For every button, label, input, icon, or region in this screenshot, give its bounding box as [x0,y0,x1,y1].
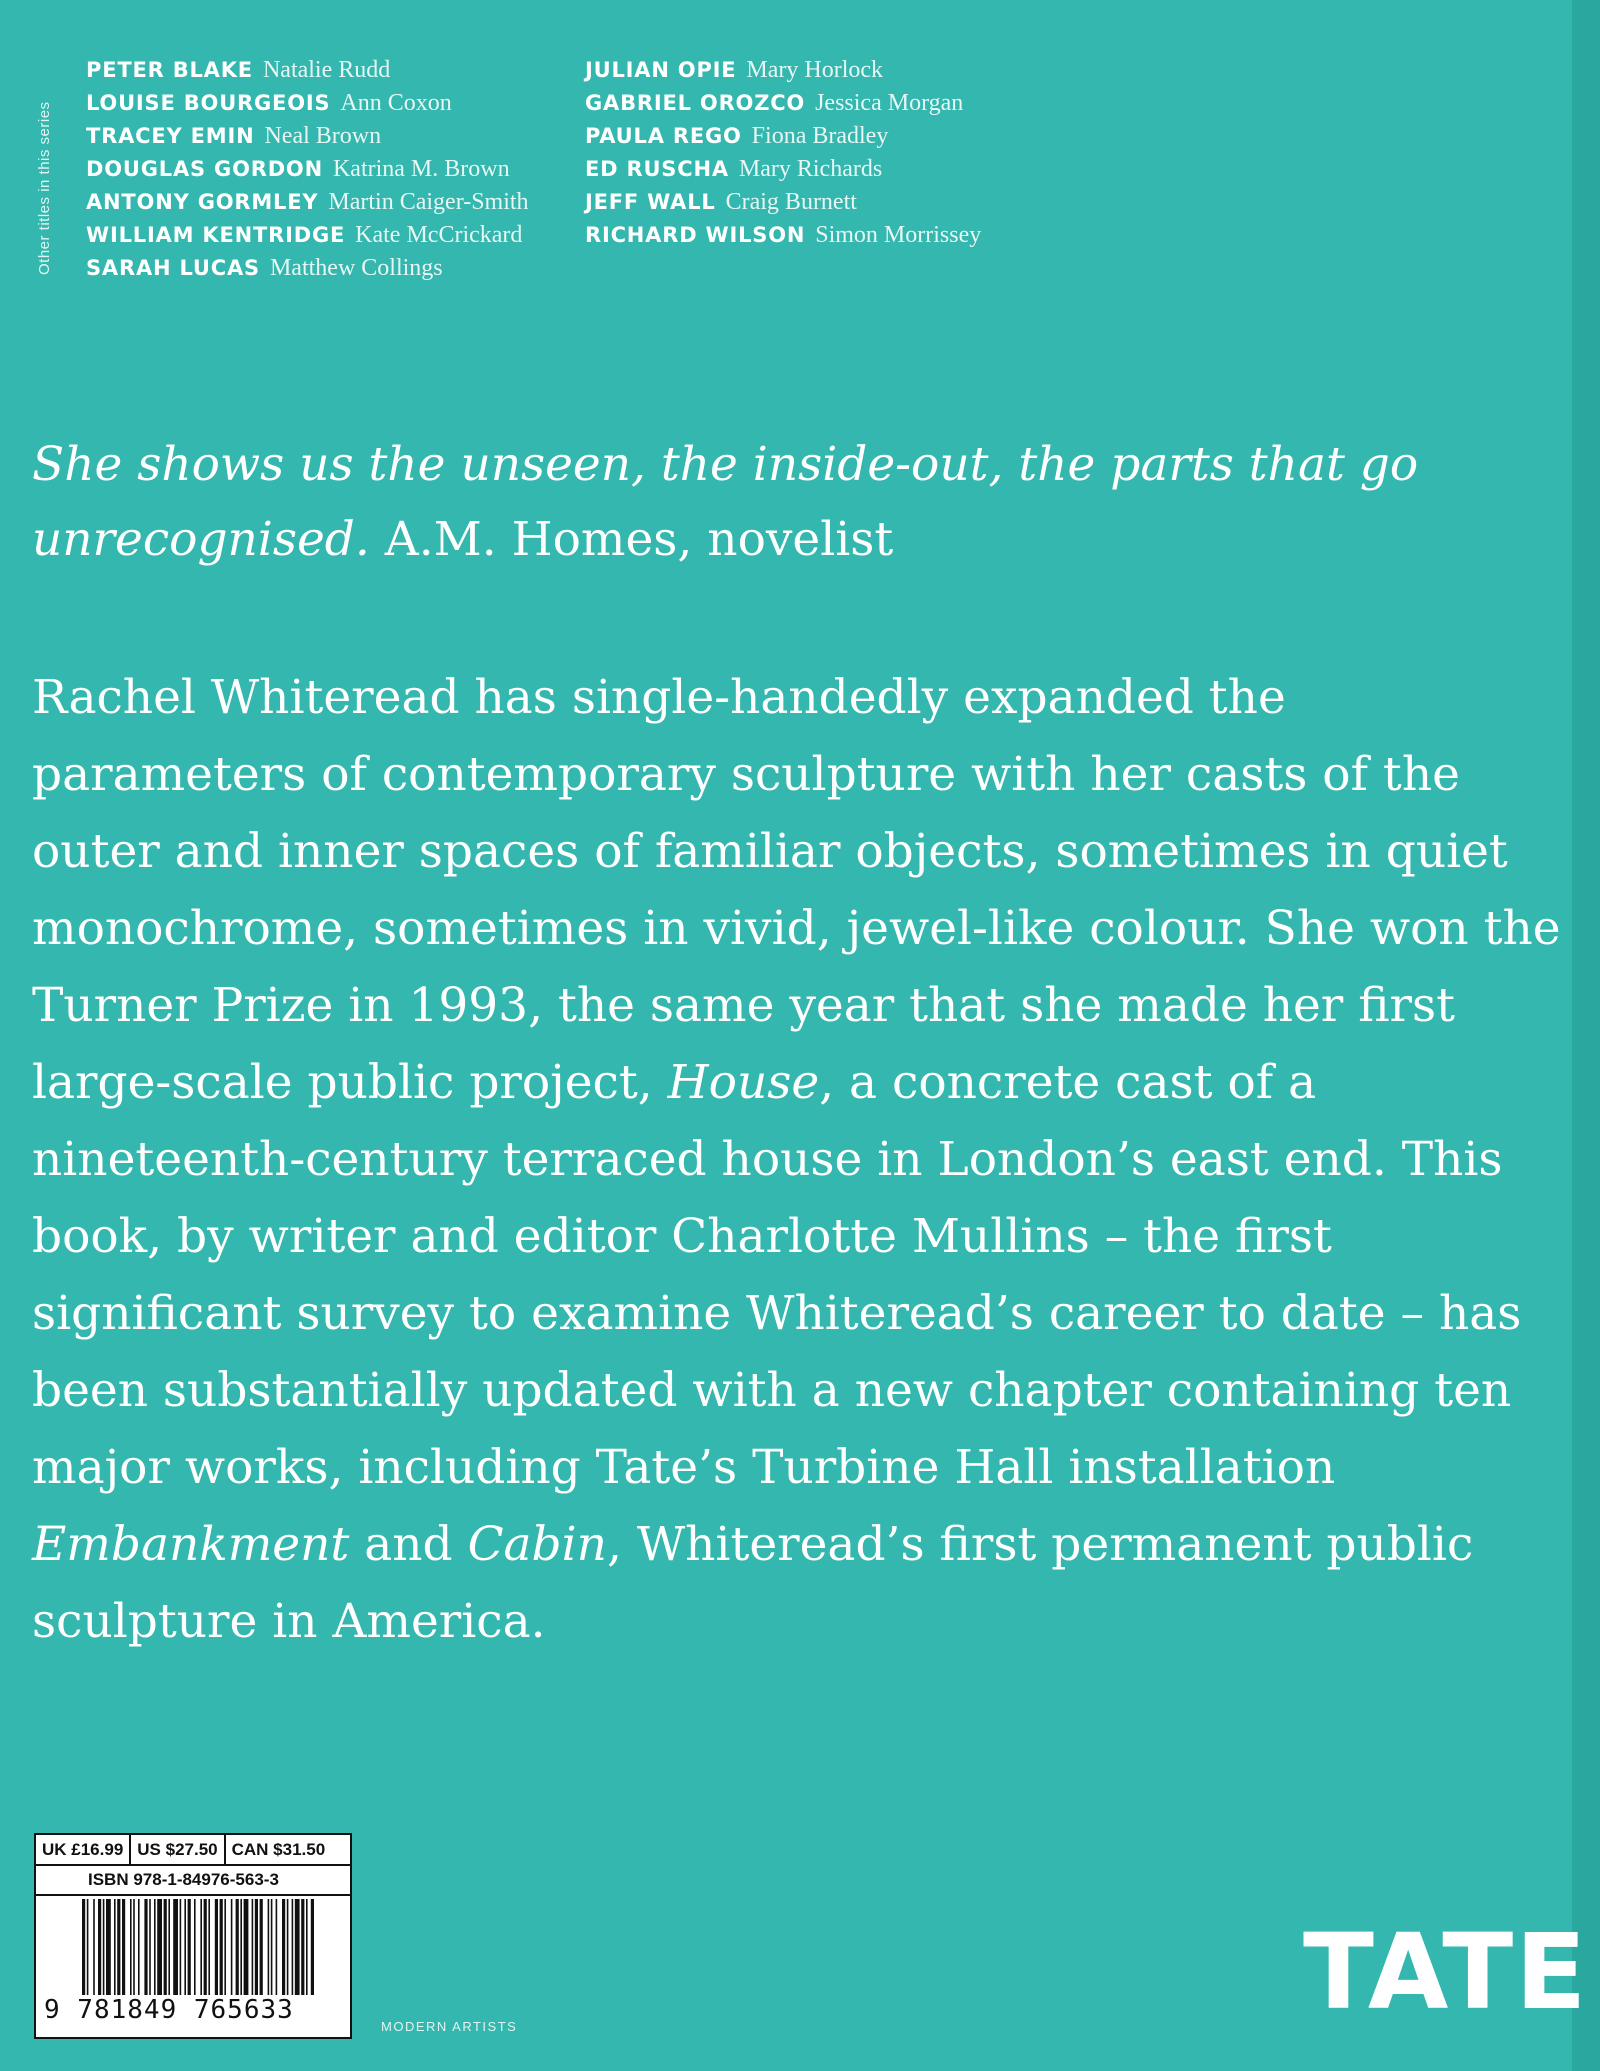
series-name: MODERN ARTISTS [381,2019,518,2034]
list-item [585,120,981,153]
isbn: ISBN 978-1-84976-563-3 [36,1866,350,1896]
list-item [86,54,529,87]
author-name: Martin Caiger-Smith [328,189,529,215]
work-title: Cabin [467,1517,607,1572]
price-us: US $27.50 [131,1835,225,1864]
author-name: Mary Horlock [746,57,884,83]
author-name: Simon Morrissey [815,222,982,248]
pull-quote [32,427,1532,577]
list-item [86,120,529,153]
list-item [585,153,981,186]
artist-name: GABRIEL OROZCO [585,91,806,115]
work-title: House [667,1055,820,1110]
artist-name: ANTONY GORMLEY [86,190,319,214]
price-row [36,1835,350,1866]
tate-logo: TATE [1303,1911,1589,2033]
book-description [32,659,1572,1660]
list-item [585,219,981,252]
artist-name: TRACEY EMIN [86,124,255,148]
list-item [585,186,981,219]
page-edge [1572,0,1600,2071]
author-name: Jessica Morgan [815,90,964,116]
barcode-digits: 9 781849 765633 [44,1995,294,2025]
list-item [86,153,529,186]
artist-name: DOUGLAS GORDON [86,157,323,181]
blurb-part: , Whiteread’s first permanent public sculpture in America. [32,1517,1474,1649]
list-item [86,219,529,252]
series-list-right [585,54,981,252]
quote-text: She shows us the unseen, the inside-out, the parts that go unrecognised. [32,437,1419,567]
work-title: Embankment [32,1517,350,1572]
blurb-part: and [364,1517,453,1572]
list-item [86,87,529,120]
author-name: Natalie Rudd [262,57,391,83]
artist-name: JULIAN OPIE [585,58,737,82]
series-label: Other titles in this series [36,101,53,275]
author-name: Mary Richards [738,156,883,182]
quote-attribution: A.M. Homes, novelist [384,512,894,567]
author-name: Matthew Collings [269,255,443,281]
list-item [585,87,981,120]
author-name: Neal Brown [264,123,382,149]
price-uk: UK £16.99 [36,1835,131,1864]
author-name: Kate McCrickard [355,222,523,248]
barcode-icon [82,1899,314,1995]
artist-name: WILLIAM KENTRIDGE [86,223,346,247]
author-name: Craig Burnett [725,189,857,215]
artist-name: RICHARD WILSON [585,223,806,247]
artist-name: PETER BLAKE [86,58,253,82]
series-list-left [86,54,529,285]
price-barcode-box [34,1833,352,2039]
artist-name: LOUISE BOURGEOIS [86,91,331,115]
author-name: Ann Coxon [340,90,452,116]
author-name: Fiona Bradley [751,123,889,149]
artist-name: PAULA REGO [585,124,742,148]
blurb-part: Rachel Whiteread has single-handedly expanded the parameters of contemporary sculpture with her casts of the outer and inner spaces of familiar objects, sometimes in quiet monochrome, sometimes in vivid, jewel-like colour. She won the Turner Prize in 1993, the same year that she made her first large-scale public project, [32,670,1561,1110]
artist-name: SARAH LUCAS [86,256,260,280]
artist-name: JEFF WALL [585,190,716,214]
price-can: CAN $31.50 [231,1840,326,1859]
list-item [86,252,529,285]
artist-name: ED RUSCHA [585,157,729,181]
list-item [585,54,981,87]
blurb-part: , a concrete cast of a nineteenth-century terraced house in London’s east end. This book, by writer and editor Charlotte Mullins – the first significant survey to examine Whiteread’s career to date – has been substantially updated with a new chapter containing ten major works, including Tate’s Turbine Hall installation [32,1055,1522,1495]
author-name: Katrina M. Brown [332,156,510,182]
list-item [86,186,529,219]
